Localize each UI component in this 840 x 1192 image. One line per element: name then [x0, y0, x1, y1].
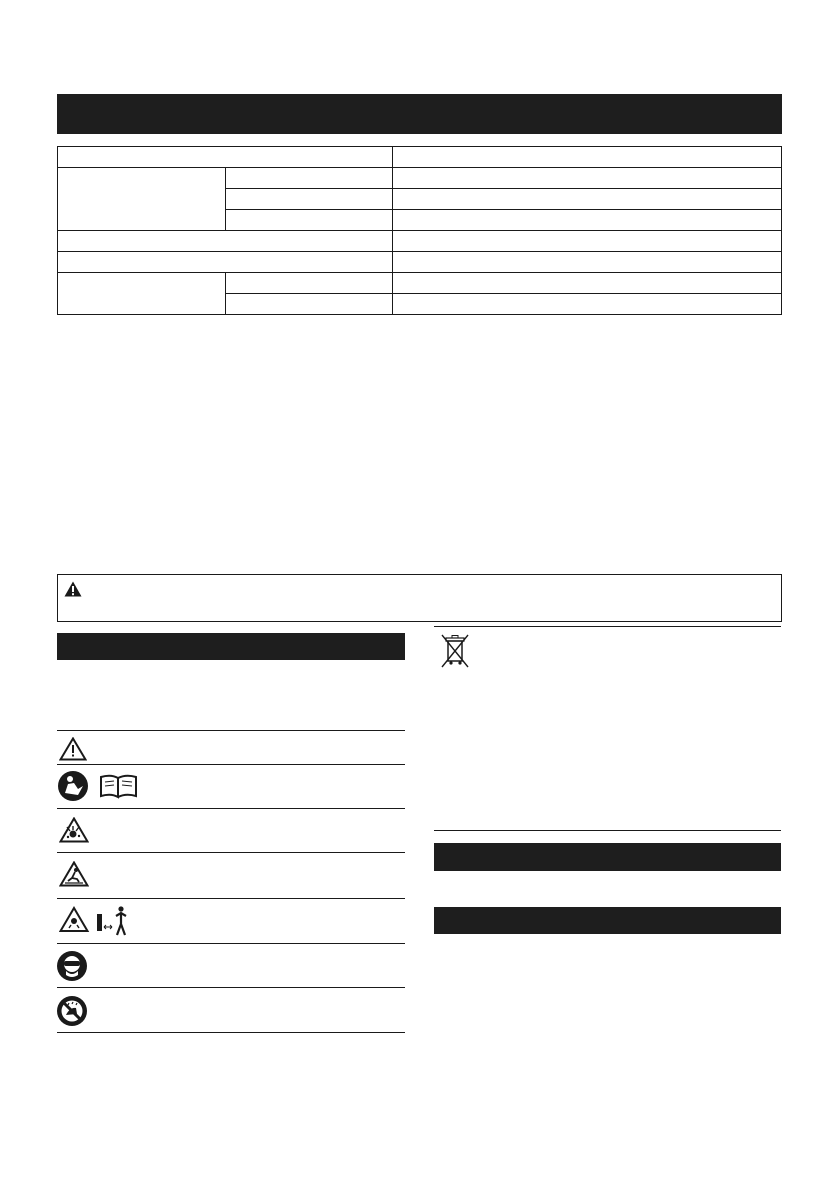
- table-cell: [58, 147, 393, 168]
- table-row: [58, 252, 782, 273]
- table-cell: [58, 273, 226, 315]
- section-bar: [434, 843, 781, 871]
- table-row: [58, 147, 782, 168]
- table-cell: [226, 273, 393, 294]
- divider: [57, 852, 405, 853]
- table-cell: [393, 168, 782, 189]
- divider: [57, 898, 405, 899]
- divider: [57, 1032, 405, 1033]
- table-cell: [393, 189, 782, 210]
- divider: [57, 730, 405, 731]
- table-cell: [393, 252, 782, 273]
- keep-distance-icon: [59, 904, 139, 938]
- table-cell: [226, 210, 393, 231]
- divider: [434, 626, 781, 627]
- table-cell: [393, 294, 782, 315]
- table-cell: [226, 189, 393, 210]
- table-row: [58, 168, 782, 189]
- crossed-out-wheelie-bin-icon: [440, 633, 470, 669]
- warning-triangle-icon: [59, 737, 87, 761]
- table-cell: [58, 168, 226, 231]
- section-bar: [434, 907, 781, 934]
- divider: [57, 943, 405, 944]
- read-manual-icon: [56, 769, 146, 803]
- no-wet-conditions-icon: [56, 995, 88, 1027]
- specifications-table: [57, 146, 782, 315]
- eye-protection-icon: [56, 950, 88, 982]
- divider: [57, 764, 405, 765]
- slip-hazard-icon: [59, 861, 89, 887]
- divider: [57, 808, 405, 809]
- section-title-bar: [57, 94, 782, 134]
- table-cell: [226, 294, 393, 315]
- table-cell: [226, 168, 393, 189]
- table-row: [58, 231, 782, 252]
- divider: [434, 830, 781, 831]
- divider: [57, 987, 405, 988]
- table-cell: [393, 273, 782, 294]
- table-cell: [393, 147, 782, 168]
- symbols-section-bar: [57, 633, 405, 660]
- table-cell: [58, 231, 393, 252]
- table-cell: [393, 231, 782, 252]
- table-cell: [393, 210, 782, 231]
- warning-box: [57, 574, 782, 622]
- warning-triangle-icon: [64, 581, 82, 597]
- flying-debris-icon: [59, 817, 89, 843]
- table-cell: [58, 252, 393, 273]
- table-row: [58, 273, 782, 294]
